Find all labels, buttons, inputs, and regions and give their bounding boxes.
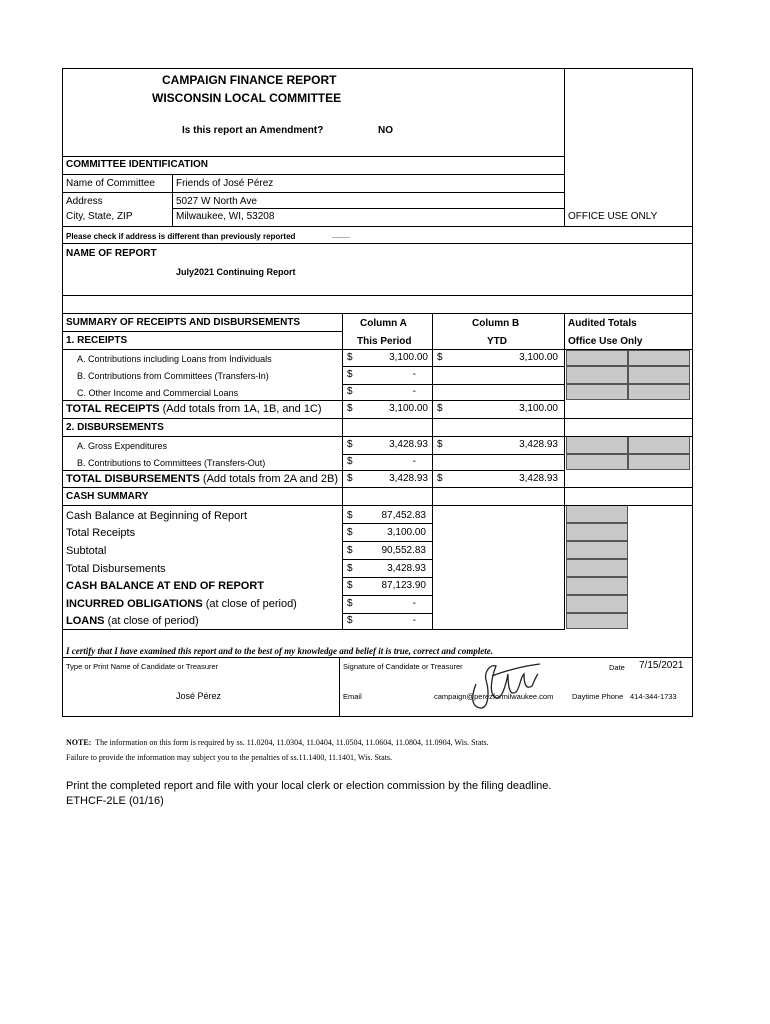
dollar-sign: $: [347, 439, 353, 450]
dollar-sign: $: [347, 386, 353, 397]
loans-label: LOANS: [66, 615, 105, 627]
committee-section-title: COMMITTEE IDENTIFICATION: [66, 159, 209, 170]
dollar-sign: $: [347, 369, 353, 380]
audit-cell[interactable]: [566, 350, 628, 366]
office-use-label: OFFICE USE ONLY: [568, 211, 658, 222]
note-text: The information on this form is required by ss. 11.0204, 11.0304, 11.0404, 11.0504, 11.0604, 11.0804, 11.0904, Wis. Stats.: [95, 738, 489, 747]
city-field[interactable]: Milwaukee, WI, 53208: [176, 211, 275, 222]
dollar-sign: $: [437, 439, 443, 450]
column-a-header: Column A: [360, 318, 407, 329]
address-field[interactable]: 5027 W North Ave: [176, 196, 257, 207]
cash-end-label: CASH BALANCE AT END OF REPORT: [66, 580, 264, 592]
audit-cell[interactable]: [566, 454, 628, 470]
dollar-sign: $: [347, 352, 353, 363]
amendment-question: Is this report an Amendment?: [182, 125, 324, 136]
footer-note-line2: Failure to provide the information may subject you to the penalties of ss.11.1400, 11.1401, Wis. Stats.: [66, 753, 393, 762]
disbursement-a-label: A. Gross Expenditures: [77, 441, 168, 451]
report-title: CAMPAIGN FINANCE REPORT: [162, 73, 337, 87]
subtotal-label: Subtotal: [66, 545, 107, 557]
dollar-sign: $: [347, 456, 353, 467]
city-label: City, State, ZIP: [66, 211, 133, 222]
total-disbursements-row: [66, 473, 338, 485]
receipt-a-label: A. Contributions including Loans from Individuals: [77, 354, 272, 364]
summary-section-title: SUMMARY OF RECEIPTS AND DISBURSEMENTS: [66, 317, 301, 328]
audit-cell[interactable]: [566, 366, 628, 384]
incurred-obligations-row: [66, 598, 297, 610]
committee-name-field[interactable]: Friends of José Pérez: [176, 178, 274, 189]
filing-instruction: Print the completed report and file with your local clerk or election commission by the filing deadline.: [66, 780, 552, 792]
audit-cell[interactable]: [628, 350, 690, 366]
date-label: Date: [609, 663, 625, 672]
cash-end-value[interactable]: 87,123.90: [381, 580, 426, 591]
office-use-only-header: Office Use Only: [568, 336, 643, 347]
receipt-c-period[interactable]: -: [412, 386, 416, 397]
certification-statement: I certify that I have examined this report and to the best of my knowledge and belief it is true, correct and complete.: [66, 646, 493, 656]
total-disbursements-period[interactable]: 3,428.93: [389, 473, 428, 484]
total-receipts-ytd[interactable]: 3,100.00: [519, 403, 558, 414]
phone-label: Daytime Phone: [572, 692, 624, 701]
disbursements-heading: 2. DISBURSEMENTS: [66, 422, 164, 433]
committee-name-label: Name of Committee: [66, 178, 155, 189]
cash-receipts-value[interactable]: 3,100.00: [387, 527, 426, 538]
report-subtitle: WISCONSIN LOCAL COMMITTEE: [152, 91, 342, 105]
dollar-sign: $: [347, 545, 353, 556]
report-name-section-title: NAME OF REPORT: [66, 248, 157, 259]
dollar-sign: $: [347, 527, 353, 538]
disbursement-a-period[interactable]: 3,428.93: [389, 439, 428, 450]
disbursement-b-period[interactable]: -: [412, 456, 416, 467]
audit-cell[interactable]: [628, 384, 690, 400]
email-field[interactable]: campaign@perezformilwaukee.com: [434, 692, 554, 701]
receipt-b-period[interactable]: -: [412, 369, 416, 380]
note-label: NOTE:: [66, 738, 92, 747]
total-disbursements-note: (Add totals from 2A and 2B): [202, 473, 339, 485]
incurred-obligations-label: INCURRED OBLIGATIONS: [66, 598, 203, 610]
email-label: Email: [343, 692, 362, 701]
total-receipts-period[interactable]: 3,100.00: [389, 403, 428, 414]
address-change-checkbox[interactable]: ____: [332, 230, 350, 239]
address-change-note: Please check if address is different than previously reported: [66, 232, 296, 241]
cash-receipts-label: Total Receipts: [66, 527, 136, 539]
dollar-sign: $: [347, 473, 353, 484]
incurred-obligations-value[interactable]: -: [412, 598, 416, 609]
address-label: Address: [66, 196, 103, 207]
dollar-sign: $: [347, 510, 353, 521]
cash-disbursements-label: Total Disbursements: [66, 563, 166, 575]
signature-image[interactable]: [462, 654, 542, 712]
treasurer-name-field[interactable]: José Pérez: [176, 691, 222, 701]
receipts-heading: 1. RECEIPTS: [66, 335, 128, 346]
loans-note: (at close of period): [107, 615, 199, 627]
dollar-sign: $: [347, 580, 353, 591]
dollar-sign: $: [347, 615, 353, 626]
audit-cell[interactable]: [628, 436, 690, 454]
phone-field[interactable]: 414-344-1733: [630, 692, 677, 701]
audit-cell[interactable]: [566, 505, 628, 523]
receipt-a-ytd[interactable]: 3,100.00: [519, 352, 558, 363]
incurred-obligations-note: (at close of period): [205, 598, 297, 610]
total-receipts-note: (Add totals from 1A, 1B, and 1C): [162, 403, 322, 415]
dollar-sign: $: [347, 563, 353, 574]
amendment-answer[interactable]: NO: [378, 125, 393, 136]
dollar-sign: $: [437, 352, 443, 363]
audit-cell[interactable]: [566, 541, 628, 559]
total-receipts-label: TOTAL RECEIPTS: [66, 403, 160, 415]
column-b-header: Column B: [472, 318, 520, 329]
audit-cell[interactable]: [566, 523, 628, 541]
audit-cell[interactable]: [566, 559, 628, 577]
dollar-sign: $: [437, 403, 443, 414]
footer-note-line1: [66, 738, 489, 747]
disbursement-a-ytd[interactable]: 3,428.93: [519, 439, 558, 450]
audit-cell[interactable]: [628, 366, 690, 384]
signature-label: Signature of Candidate or Treasurer: [343, 662, 463, 671]
total-disbursements-ytd[interactable]: 3,428.93: [519, 473, 558, 484]
print-name-label: Type or Print Name of Candidate or Treasurer: [66, 662, 219, 671]
column-a-subheader: This Period: [357, 336, 412, 347]
cash-begin-value[interactable]: 87,452.83: [381, 510, 426, 521]
cash-begin-label: Cash Balance at Beginning of Report: [66, 510, 248, 522]
audited-totals-header: Audited Totals: [568, 318, 637, 329]
subtotal-value[interactable]: 90,552.83: [381, 545, 426, 556]
loans-row: [66, 615, 199, 627]
total-disbursements-label: TOTAL DISBURSEMENTS: [66, 473, 200, 485]
dollar-sign: $: [437, 473, 443, 484]
audit-cell[interactable]: [628, 454, 690, 470]
audit-cell[interactable]: [566, 577, 628, 595]
audit-cell[interactable]: [566, 384, 628, 400]
form-id: ETHCF-2LE (01/16): [66, 795, 164, 807]
dollar-sign: $: [347, 403, 353, 414]
disbursement-b-label: B. Contributions to Committees (Transfers-Out): [77, 458, 266, 468]
audit-cell[interactable]: [566, 595, 628, 613]
dollar-sign: $: [347, 598, 353, 609]
cash-summary-heading: CASH SUMMARY: [66, 491, 149, 502]
loans-value[interactable]: -: [412, 615, 416, 626]
audit-cell[interactable]: [566, 436, 628, 454]
column-b-subheader: YTD: [487, 336, 507, 347]
cash-disbursements-value[interactable]: 3,428.93: [387, 563, 426, 574]
receipt-c-label: C. Other Income and Commercial Loans: [77, 388, 239, 398]
total-receipts-row: [66, 403, 322, 415]
receipt-b-label: B. Contributions from Committees (Transfers-In): [77, 371, 269, 381]
audit-cell[interactable]: [566, 613, 628, 629]
receipt-a-period[interactable]: 3,100.00: [389, 352, 428, 363]
date-field[interactable]: 7/15/2021: [639, 660, 684, 671]
report-name-field[interactable]: July2021 Continuing Report: [176, 267, 296, 277]
